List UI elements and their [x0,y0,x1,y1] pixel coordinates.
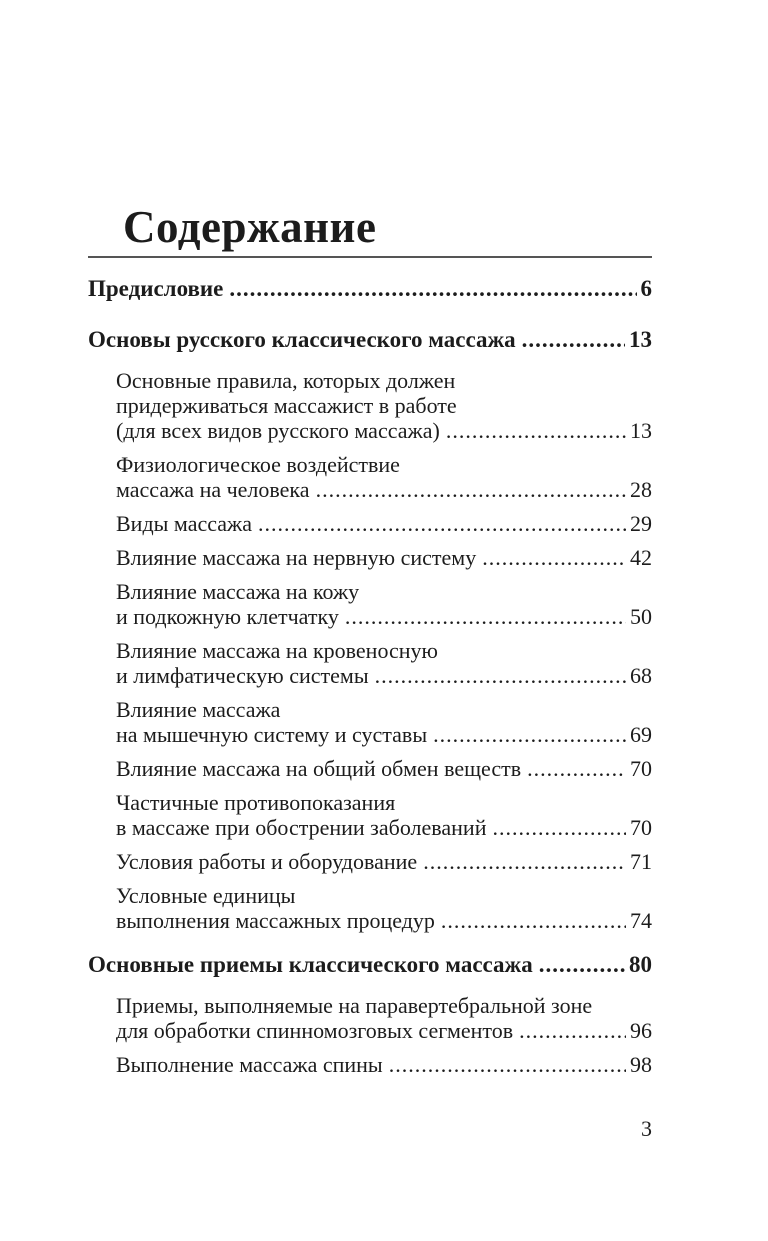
toc-entry [116,790,652,840]
toc-entry [116,1052,652,1077]
toc-entry-text: в массаже при обострении заболеваний [116,815,487,840]
dot-leader [389,1052,626,1077]
toc-entry-text: массажа на человека [116,477,310,502]
toc-entry-text: придерживаться массажист в работе [116,393,457,418]
toc-entry-text: Влияние массажа на общий обмен веществ [116,756,522,781]
toc-entry-line [116,511,652,536]
toc-entry-page: 28 [630,477,652,502]
toc-entry-line [116,908,652,933]
toc-entry-line [116,1052,652,1077]
toc-entry [116,849,652,874]
toc-entry-line [116,722,652,747]
toc-entry-text: Физиологическое воздействие [116,452,400,477]
toc-entry-page: 71 [630,849,652,874]
toc-entry-page: 42 [630,545,652,570]
toc-entry-page: 13 [629,327,652,352]
toc-entry-page: 96 [630,1018,652,1043]
dot-leader [446,418,626,443]
toc-entry-line [88,276,652,301]
toc-entry-line [88,327,652,352]
toc-entry-page: 13 [630,418,652,443]
toc-entry-page: 69 [630,722,652,747]
title-divider [88,256,652,258]
toc-entry [116,883,652,933]
toc-entry-page: 70 [630,756,652,781]
toc-entry-line [88,952,652,977]
toc-list [88,266,652,1086]
toc-entry-page: 70 [630,815,652,840]
toc-entry-text: Основные приемы классического массажа [88,952,533,977]
toc-entry-line [116,477,652,502]
dot-leader [527,756,626,781]
toc-entry-text: Выполнение массажа спины [116,1052,383,1077]
toc-entry [116,368,652,443]
toc-entry-line [116,849,652,874]
toc-entry-line [116,663,652,688]
toc-entry [88,276,652,301]
toc-entry-text: Влияние массажа на нервную систему [116,545,477,570]
toc-entry-line [116,393,652,418]
toc-entry-line [116,418,652,443]
toc-entry-text: Влияние массажа [116,697,281,722]
toc-entry-text: Влияние массажа на кожу [116,579,360,604]
toc-entry-text: Основные правила, которых должен [116,368,456,393]
toc-entry-text: Приемы, выполняемые на паравертебральной зоне [116,993,593,1018]
dot-leader [433,722,626,747]
toc-entry-line [116,756,652,781]
toc-entry-line [116,604,652,629]
toc-entry-text: Условия работы и оборудование [116,849,418,874]
toc-entry [116,545,652,570]
toc-entry-text: выполнения массажных процедур [116,908,435,933]
toc-entry-page: 80 [629,952,652,977]
toc-entry-line [116,790,652,815]
toc-entry-line [116,579,652,604]
toc-entry-line [116,993,652,1018]
toc-entry-line [116,638,652,663]
toc-entry-line [116,452,652,477]
toc-entry-line [116,1018,652,1043]
dot-leader [258,511,626,536]
toc-entry-line [116,697,652,722]
toc-entry-text: (для всех видов русского массажа) [116,418,440,443]
toc-entry-page: 68 [630,663,652,688]
toc-entry-page: 98 [630,1052,652,1077]
toc-entry-page: 29 [630,511,652,536]
toc-entry-line [116,883,652,908]
dot-leader [345,604,626,629]
toc-entry-text: Основы русского классического массажа [88,327,516,352]
toc-entry-page: 74 [630,908,652,933]
toc-entry-text: на мышечную систему и суставы [116,722,428,747]
dot-leader [519,1018,626,1043]
toc-entry [116,756,652,781]
toc-entry [116,638,652,688]
toc-entry [88,952,652,977]
toc-entry-text: и подкожную клетчатку [116,604,339,629]
folio-page-number: 3 [641,1116,652,1141]
toc-entry-text: Предисловие [88,276,224,301]
toc-entry [116,993,652,1043]
toc-entry-text: для обработки спинномозговых сегментов [116,1018,514,1043]
dot-leader [522,327,625,352]
toc-entry-line [116,545,652,570]
dot-leader [492,815,626,840]
page-title: Содержание [123,202,377,252]
toc-entry-line [116,368,652,393]
dot-leader [229,276,636,301]
toc-entry-page: 6 [640,276,652,301]
toc-entry-text: Условные единицы [116,883,296,908]
dot-leader [441,908,626,933]
dot-leader [375,663,626,688]
toc-header [88,202,652,258]
toc-entry-text: Частичные противопоказания [116,790,396,815]
toc-entry-line [116,815,652,840]
toc-entry [88,327,652,352]
toc-entry [116,697,652,747]
dot-leader [316,477,626,502]
toc-entry-page: 50 [630,604,652,629]
dot-leader [423,849,626,874]
toc-entry-text: и лимфатическую системы [116,663,369,688]
dot-leader [539,952,625,977]
dot-leader [482,545,626,570]
toc-entry-text: Виды массажа [116,511,252,536]
toc-entry [116,579,652,629]
toc-entry [116,452,652,502]
toc-entry [116,511,652,536]
toc-entry-text: Влияние массажа на кровеносную [116,638,438,663]
